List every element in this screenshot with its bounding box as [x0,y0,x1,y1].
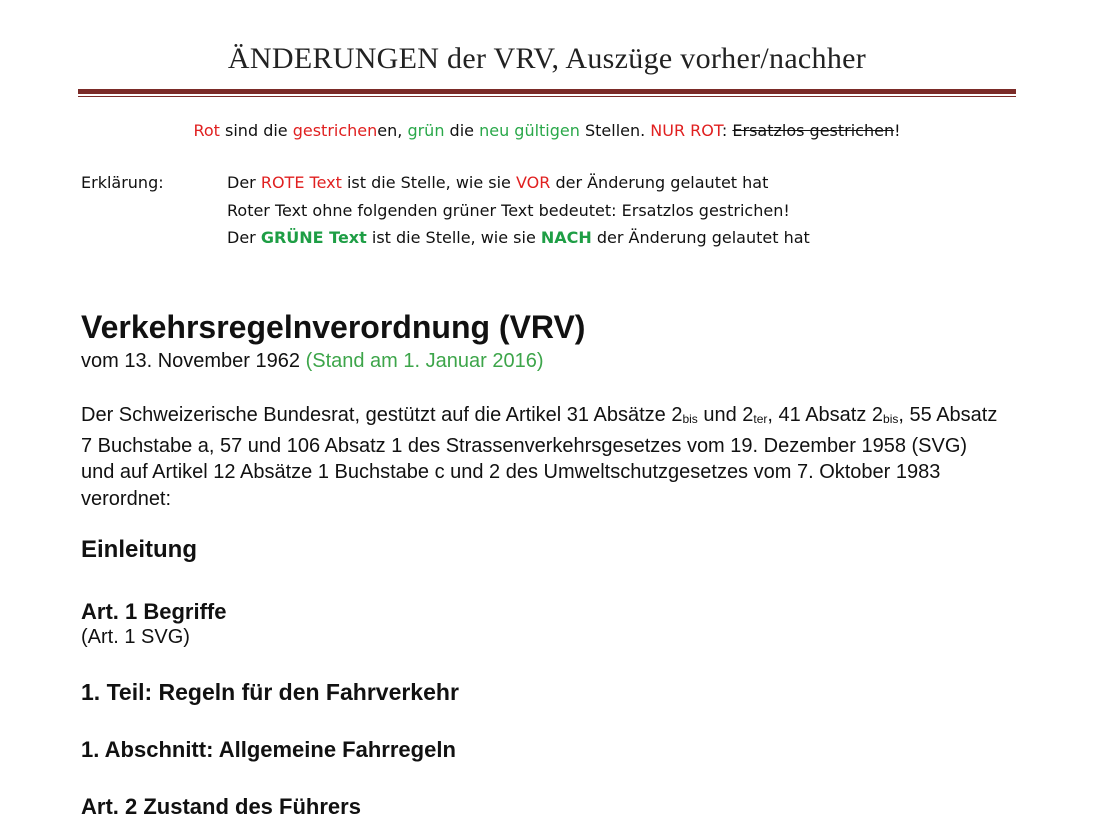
explanation-line1-b: ist die Stelle, wie sie [341,173,516,192]
intro-sub-bis-1: bis [682,412,698,426]
explanation-line1-a: Der [227,173,261,192]
explanation-line3-b: ist die Stelle, wie sie [366,228,541,247]
legend-nur-rot: NUR ROT [650,121,722,140]
explanation-nach: NACH [540,228,592,247]
document-stand: (Stand am 1. Januar 2016) [305,350,544,372]
explanation-line3-a: Der [227,228,261,247]
document-title: Verkehrsregelnverordnung (VRV) [81,309,586,345]
heading-art2: Art. 2 Zustand des Führers [81,794,361,819]
legend-text-1: sind die [219,121,293,140]
legend-neu-gueltigen: neu gültigen [479,121,580,140]
legend-text-5: : [721,121,733,140]
page-title: ÄNDERUNGEN der VRV, Auszüge vorher/nachher [227,42,867,75]
document-date: vom 13. November 1962 [81,350,306,372]
legend-gestrichen: gestrichen [292,121,378,140]
explanation-label: Erklärung: [81,173,164,192]
legend-rot: Rot [193,121,220,140]
legend-ersatzlos-strikethrough: Ersatzlos gestrichen [732,121,895,140]
legend-text-6: ! [894,121,901,140]
color-legend [0,121,1094,140]
explanation-line1-c: der Änderung gelautet hat [550,173,769,192]
legend-text-3: die [444,121,480,140]
explanation-rote-text: ROTE Text [260,173,342,192]
intro-sub-bis-2: bis [883,412,899,426]
intro-part-3: , 41 Absatz 2 [767,404,884,426]
heading-abschnitt-1: 1. Abschnitt: Allgemeine Fahrregeln [81,737,456,762]
title-divider-thick [78,89,1016,94]
explanation-line-ersatzlos: Roter Text ohne folgenden grüner Text bedeutet: Ersatzlos gestrichen! [227,201,790,220]
heading-teil-1: 1. Teil: Regeln für den Fahrverkehr [81,679,459,705]
explanation-line-green [227,228,810,247]
heading-einleitung: Einleitung [81,536,197,563]
intro-paragraph [81,402,1001,512]
heading-art1: Art. 1 Begriffe [81,599,227,624]
explanation-vor: VOR [515,173,551,192]
intro-part-2: und 2 [697,404,754,426]
explanation-gruene-text: GRÜNE Text [260,228,367,247]
legend-text-2: en, [377,121,408,140]
legend-gruen: grün [407,121,445,140]
explanation-line3-c: der Änderung gelautet hat [591,228,810,247]
intro-sub-ter: ter [753,412,768,426]
art1-reference: (Art. 1 SVG) [81,626,190,648]
document-date-line [81,350,543,373]
intro-part-1: Der Schweizerische Bundesrat, gestützt auf die Artikel 31 Absätze 2 [81,404,683,426]
explanation-line-red [227,173,768,192]
intro-part-4: , 55 Absatz 7 Buchstabe a, 57 und 106 Absatz 1 des Strassenverkehrsgesetzes vom 19. Dezember 1958 (SVG) und auf Artikel 12 Absätze 1 Buchstabe c und 2 des Umweltschutzgesetzes vom 7. Oktober 1983 verordnet: [81,404,998,510]
title-divider-thin [78,96,1016,97]
legend-text-4: Stellen. [579,121,651,140]
